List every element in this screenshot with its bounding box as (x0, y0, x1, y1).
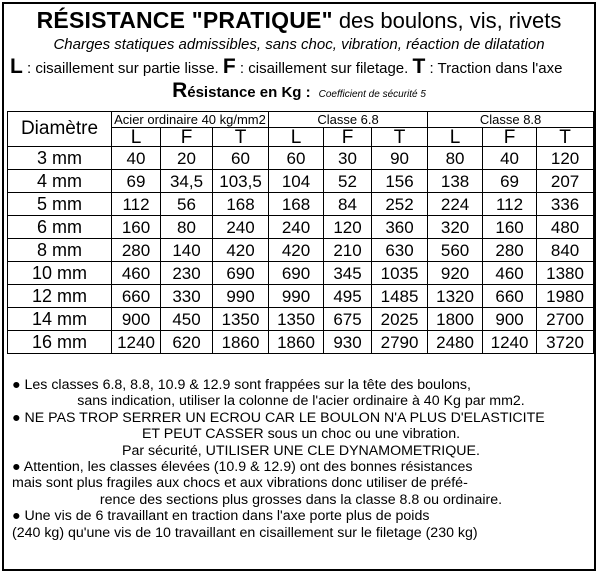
value-cell: 1350 (213, 308, 269, 331)
value-cell: 420 (213, 239, 269, 262)
table-body (8, 147, 594, 354)
value-cell: 2025 (372, 308, 428, 331)
legend-key-l: L (10, 55, 23, 78)
sub-header-cell: L (428, 128, 483, 147)
value-cell: 495 (324, 285, 372, 308)
value-cell: 420 (269, 239, 324, 262)
value-cell: 460 (112, 262, 161, 285)
value-cell: 240 (213, 216, 269, 239)
sub-header-cell: T (537, 128, 594, 147)
value-cell: 168 (269, 193, 324, 216)
value-cell: 560 (428, 239, 483, 262)
value-cell: 160 (112, 216, 161, 239)
sub-header-cell: T (213, 128, 269, 147)
value-cell: 480 (537, 216, 594, 239)
value-cell: 900 (483, 308, 537, 331)
resistance-line (4, 81, 594, 105)
value-cell: 90 (372, 147, 428, 170)
sub-header-cell: F (161, 128, 213, 147)
value-cell: 56 (161, 193, 213, 216)
diameter-header: Diamètre (8, 112, 112, 147)
note-3-line-1: ● Attention, les classes élevées (10.9 & 12.9) ont des bonnes résistances (12, 459, 473, 476)
value-cell: 920 (428, 262, 483, 285)
table-row (8, 147, 594, 170)
notes (12, 377, 590, 541)
value-cell: 460 (483, 262, 537, 285)
safety-coefficient: Coefficient de sécurité 5 (318, 89, 426, 100)
value-cell: 660 (483, 285, 537, 308)
group-header-ordinary: Acier ordinaire 40 kg/mm2 (112, 112, 269, 128)
table-row (8, 193, 594, 216)
legend-text-l: : cisaillement sur partie lisse. (22, 60, 223, 77)
value-cell: 280 (483, 239, 537, 262)
value-cell: 103,5 (213, 170, 269, 193)
value-cell: 1240 (483, 331, 537, 354)
note-2-line-1: ● NE PAS TROP SERRER UN ECROU CAR LE BOULON N'A PLUS D'ELASTICITE (12, 409, 545, 426)
value-cell: 1800 (428, 308, 483, 331)
value-cell: 320 (428, 216, 483, 239)
legend-text-f: : cisaillement sur filetage. (235, 60, 413, 77)
group-header-6-8: Classe 6.8 (269, 112, 428, 128)
value-cell: 2790 (372, 331, 428, 354)
value-cell: 60 (213, 147, 269, 170)
resistance-key: R (172, 79, 188, 102)
value-cell: 1380 (537, 262, 594, 285)
value-cell: 1980 (537, 285, 594, 308)
diameter-cell: 14 mm (8, 308, 112, 331)
diameter-cell: 4 mm (8, 170, 112, 193)
table-row (8, 216, 594, 239)
note-2-line-2: ET PEUT CASSER sous un choc ou une vibration. (141, 426, 461, 443)
value-cell: 630 (372, 239, 428, 262)
value-cell: 69 (483, 170, 537, 193)
value-cell: 138 (428, 170, 483, 193)
value-cell: 140 (161, 239, 213, 262)
value-cell: 900 (112, 308, 161, 331)
table-row (8, 262, 594, 285)
value-cell: 168 (213, 193, 269, 216)
value-cell: 210 (324, 239, 372, 262)
value-cell: 34,5 (161, 170, 213, 193)
note-4-line-1: ● Une vis de 6 travaillant en traction dans l'axe porte plus de poids (12, 508, 430, 525)
value-cell: 20 (161, 147, 213, 170)
legend-key-f: F (222, 55, 236, 78)
legend-key-t: T (412, 55, 426, 78)
table-group-header (8, 112, 594, 128)
value-cell: 69 (112, 170, 161, 193)
subtitle: Charges statiques admissibles, sans choc, vibration, réaction de dilatation (53, 36, 545, 53)
value-cell: 80 (161, 216, 213, 239)
value-cell: 252 (372, 193, 428, 216)
value-cell: 690 (269, 262, 324, 285)
value-cell: 120 (324, 216, 372, 239)
value-cell: 1485 (372, 285, 428, 308)
note-4-line-2: (240 kg) qu'une vis de 10 travaillant en cisaillement sur le filetage (230 kg) (12, 524, 478, 541)
value-cell: 280 (112, 239, 161, 262)
sub-header-cell: F (483, 128, 537, 147)
diameter-cell: 12 mm (8, 285, 112, 308)
value-cell: 160 (483, 216, 537, 239)
sub-header-cell: L (269, 128, 324, 147)
sub-header-cell: F (324, 128, 372, 147)
diameter-cell: 8 mm (8, 239, 112, 262)
sub-header-cell: L (112, 128, 161, 147)
value-cell: 360 (372, 216, 428, 239)
value-cell: 330 (161, 285, 213, 308)
table-row (8, 170, 594, 193)
value-cell: 1350 (269, 308, 324, 331)
value-cell: 2700 (537, 308, 594, 331)
legend-text-t: : Traction dans l'axe (425, 60, 563, 77)
value-cell: 207 (537, 170, 594, 193)
value-cell: 2480 (428, 331, 483, 354)
value-cell: 1240 (112, 331, 161, 354)
value-cell: 40 (483, 147, 537, 170)
note-1-line-1: ● Les classes 6.8, 8.8, 10.9 & 12.9 sont frappées sur la tête des boulons, (12, 377, 471, 393)
table-row (8, 239, 594, 262)
table-row (8, 331, 594, 354)
table-row (8, 308, 594, 331)
sub-header-cell: T (372, 128, 428, 147)
value-cell: 690 (213, 262, 269, 285)
note-1-line-2: sans indication, utiliser la colonne de l'acier ordinaire à 40 Kg par mm2. (77, 393, 525, 410)
value-cell: 660 (112, 285, 161, 308)
resistance-table (7, 111, 594, 354)
diameter-cell: 6 mm (8, 216, 112, 239)
value-cell: 990 (213, 285, 269, 308)
value-cell: 450 (161, 308, 213, 331)
note-3-line-2: mais sont plus fragiles aux chocs et aux vibrations donc utiliser de préfé- (12, 475, 468, 492)
value-cell: 3720 (537, 331, 594, 354)
legend-line (10, 57, 592, 79)
diameter-cell: 16 mm (8, 331, 112, 354)
value-cell: 1860 (269, 331, 324, 354)
value-cell: 30 (324, 147, 372, 170)
value-cell: 620 (161, 331, 213, 354)
value-cell: 990 (269, 285, 324, 308)
value-cell: 1035 (372, 262, 428, 285)
value-cell: 80 (428, 147, 483, 170)
group-header-8-8: Classe 8.8 (428, 112, 594, 128)
value-cell: 60 (269, 147, 324, 170)
value-cell: 1860 (213, 331, 269, 354)
value-cell: 675 (324, 308, 372, 331)
title-rest: des boulons, vis, rivets (332, 8, 562, 33)
table-row (8, 285, 594, 308)
diameter-cell: 3 mm (8, 147, 112, 170)
value-cell: 52 (324, 170, 372, 193)
value-cell: 112 (483, 193, 537, 216)
diameter-cell: 10 mm (8, 262, 112, 285)
value-cell: 930 (324, 331, 372, 354)
resistance-text: ésistance en Kg : (187, 84, 311, 101)
value-cell: 156 (372, 170, 428, 193)
value-cell: 224 (428, 193, 483, 216)
value-cell: 120 (537, 147, 594, 170)
value-cell: 240 (269, 216, 324, 239)
value-cell: 84 (324, 193, 372, 216)
value-cell: 40 (112, 147, 161, 170)
title-bold: RÉSISTANCE "PRATIQUE" (36, 7, 333, 33)
title (4, 7, 594, 37)
resistance-sheet (2, 2, 596, 571)
diameter-cell: 5 mm (8, 193, 112, 216)
value-cell: 345 (324, 262, 372, 285)
note-3-line-3: rence des sections plus grosses dans la classe 8.8 ou ordinaire. (99, 491, 503, 508)
value-cell: 336 (537, 193, 594, 216)
value-cell: 840 (537, 239, 594, 262)
value-cell: 104 (269, 170, 324, 193)
value-cell: 112 (112, 193, 161, 216)
value-cell: 230 (161, 262, 213, 285)
value-cell: 1320 (428, 285, 483, 308)
note-2-line-3: Par sécurité, UTILISER UNE CLE DYNAMOMETRIQUE. (122, 442, 480, 459)
